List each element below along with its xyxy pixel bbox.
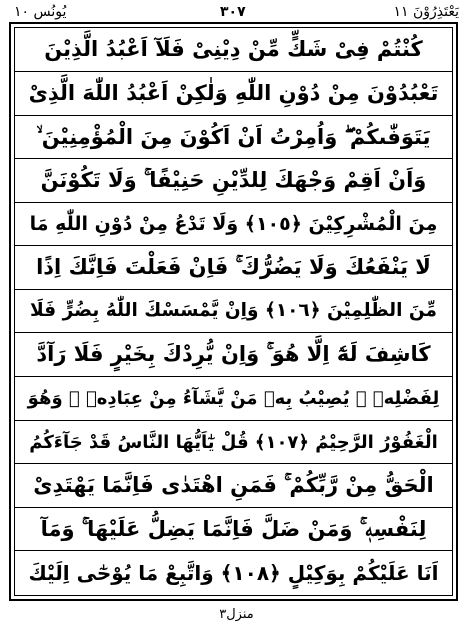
- line-text: كَاشِفَ لَهٗٓ اِلَّا هُوَ ۚ وَاِنْ يُّرِدْكَ بِخَيْرٍ فَلَا رَآدَّ: [36, 342, 431, 366]
- text-line-3: [15, 116, 452, 159]
- line-text: كُنْتُمْ فِىْ شَكٍّ مِّنْ دِيْنِىْ فَلَآ اَعْبُدُ الَّذِيْنَ: [44, 37, 423, 61]
- line-text: مِّنَ الظّٰلِمِيْنَ ﴿١٠٦﴾ وَاِنْ يَّمْسَسْكَ اللّٰهُ بِضُرٍّ فَلَا: [30, 300, 437, 322]
- line-text: يَتَوَفّٰىكُمْ ۖ وَاُمِرْتُ اَنْ اَكُوْنَ مِنَ الْمُؤْمِنِيْنَ ۙ: [36, 125, 431, 149]
- line-text: لِنَفْسِهٖ ۚ وَمَنْ ضَلَّ فَاِنَّمَا يَضِلُّ عَلَيْهَا ۚ وَمَآ: [40, 517, 427, 541]
- text-line-10: [15, 421, 452, 464]
- text-line-7: [15, 290, 452, 333]
- text-line-4: [15, 159, 452, 202]
- line-text: مِنَ الْمُشْرِكِيْنَ ﴿١٠٥﴾ وَلَا تَدْعُ مِنْ دُوْنِ اللّٰهِ مَا: [29, 213, 438, 235]
- text-line-2: [15, 72, 452, 115]
- manzil-label: منزل٣: [219, 607, 254, 622]
- text-line-8: [15, 333, 452, 376]
- text-line-5: [15, 203, 452, 246]
- line-text: وَاَنْ اَقِمْ وَجْهَكَ لِلدِّيْنِ حَنِيْفًا ۚ وَلَا تَكُوْنَنَّ: [40, 168, 427, 192]
- text-line-9: [15, 377, 452, 420]
- page-footer: [0, 603, 473, 623]
- text-block: [15, 28, 452, 595]
- text-line-6: [15, 246, 452, 289]
- line-text: الْحَقُّ مِنْ رَّبِّكُمْ ۚ فَمَنِ اهْتَدٰى فَاِنَّمَا يَهْتَدِىْ: [33, 473, 434, 497]
- juz-name: يَعْتَذِرُوْنَ ١١: [393, 4, 459, 20]
- text-line-11: [15, 464, 452, 507]
- line-text: اَنَا عَلَيْكُمْ بِوَكِيْلٍ ﴿١٠٨﴾ وَاتَّبِعْ مَا يُوْحٰٓى اِلَيْكَ: [28, 560, 439, 585]
- text-line-12: [15, 508, 452, 551]
- line-text: لِفَضْلِهٖ ۭ يُصِيْبُ بِهٖ مَنْ يَّشَآءُ مِنْ عِبَادِهٖ ۭ وَهُوَ: [27, 387, 440, 409]
- text-line-13: [15, 551, 452, 594]
- line-text: تَعْبُدُوْنَ مِنْ دُوْنِ اللّٰهِ وَلٰكِنْ اَعْبُدُ اللّٰهَ الَّذِىْ: [28, 81, 439, 105]
- text-line-1: [15, 28, 452, 71]
- page-number: ٣٠٧: [220, 4, 246, 20]
- surah-name: يُونُس ١٠: [14, 4, 67, 20]
- line-text: الْغَفُوْرُ الرَّحِيْمُ ﴿١٠٧﴾ قُلْ يٰٓاَيُّهَا النَّاسُ قَدْ جَآءَكُمُ: [29, 431, 438, 453]
- line-text: لَا يَنْفَعُكَ وَلَا يَضُرُّكَ ۚ فَاِنْ فَعَلْتَ فَاِنَّكَ اِذًا: [36, 255, 431, 279]
